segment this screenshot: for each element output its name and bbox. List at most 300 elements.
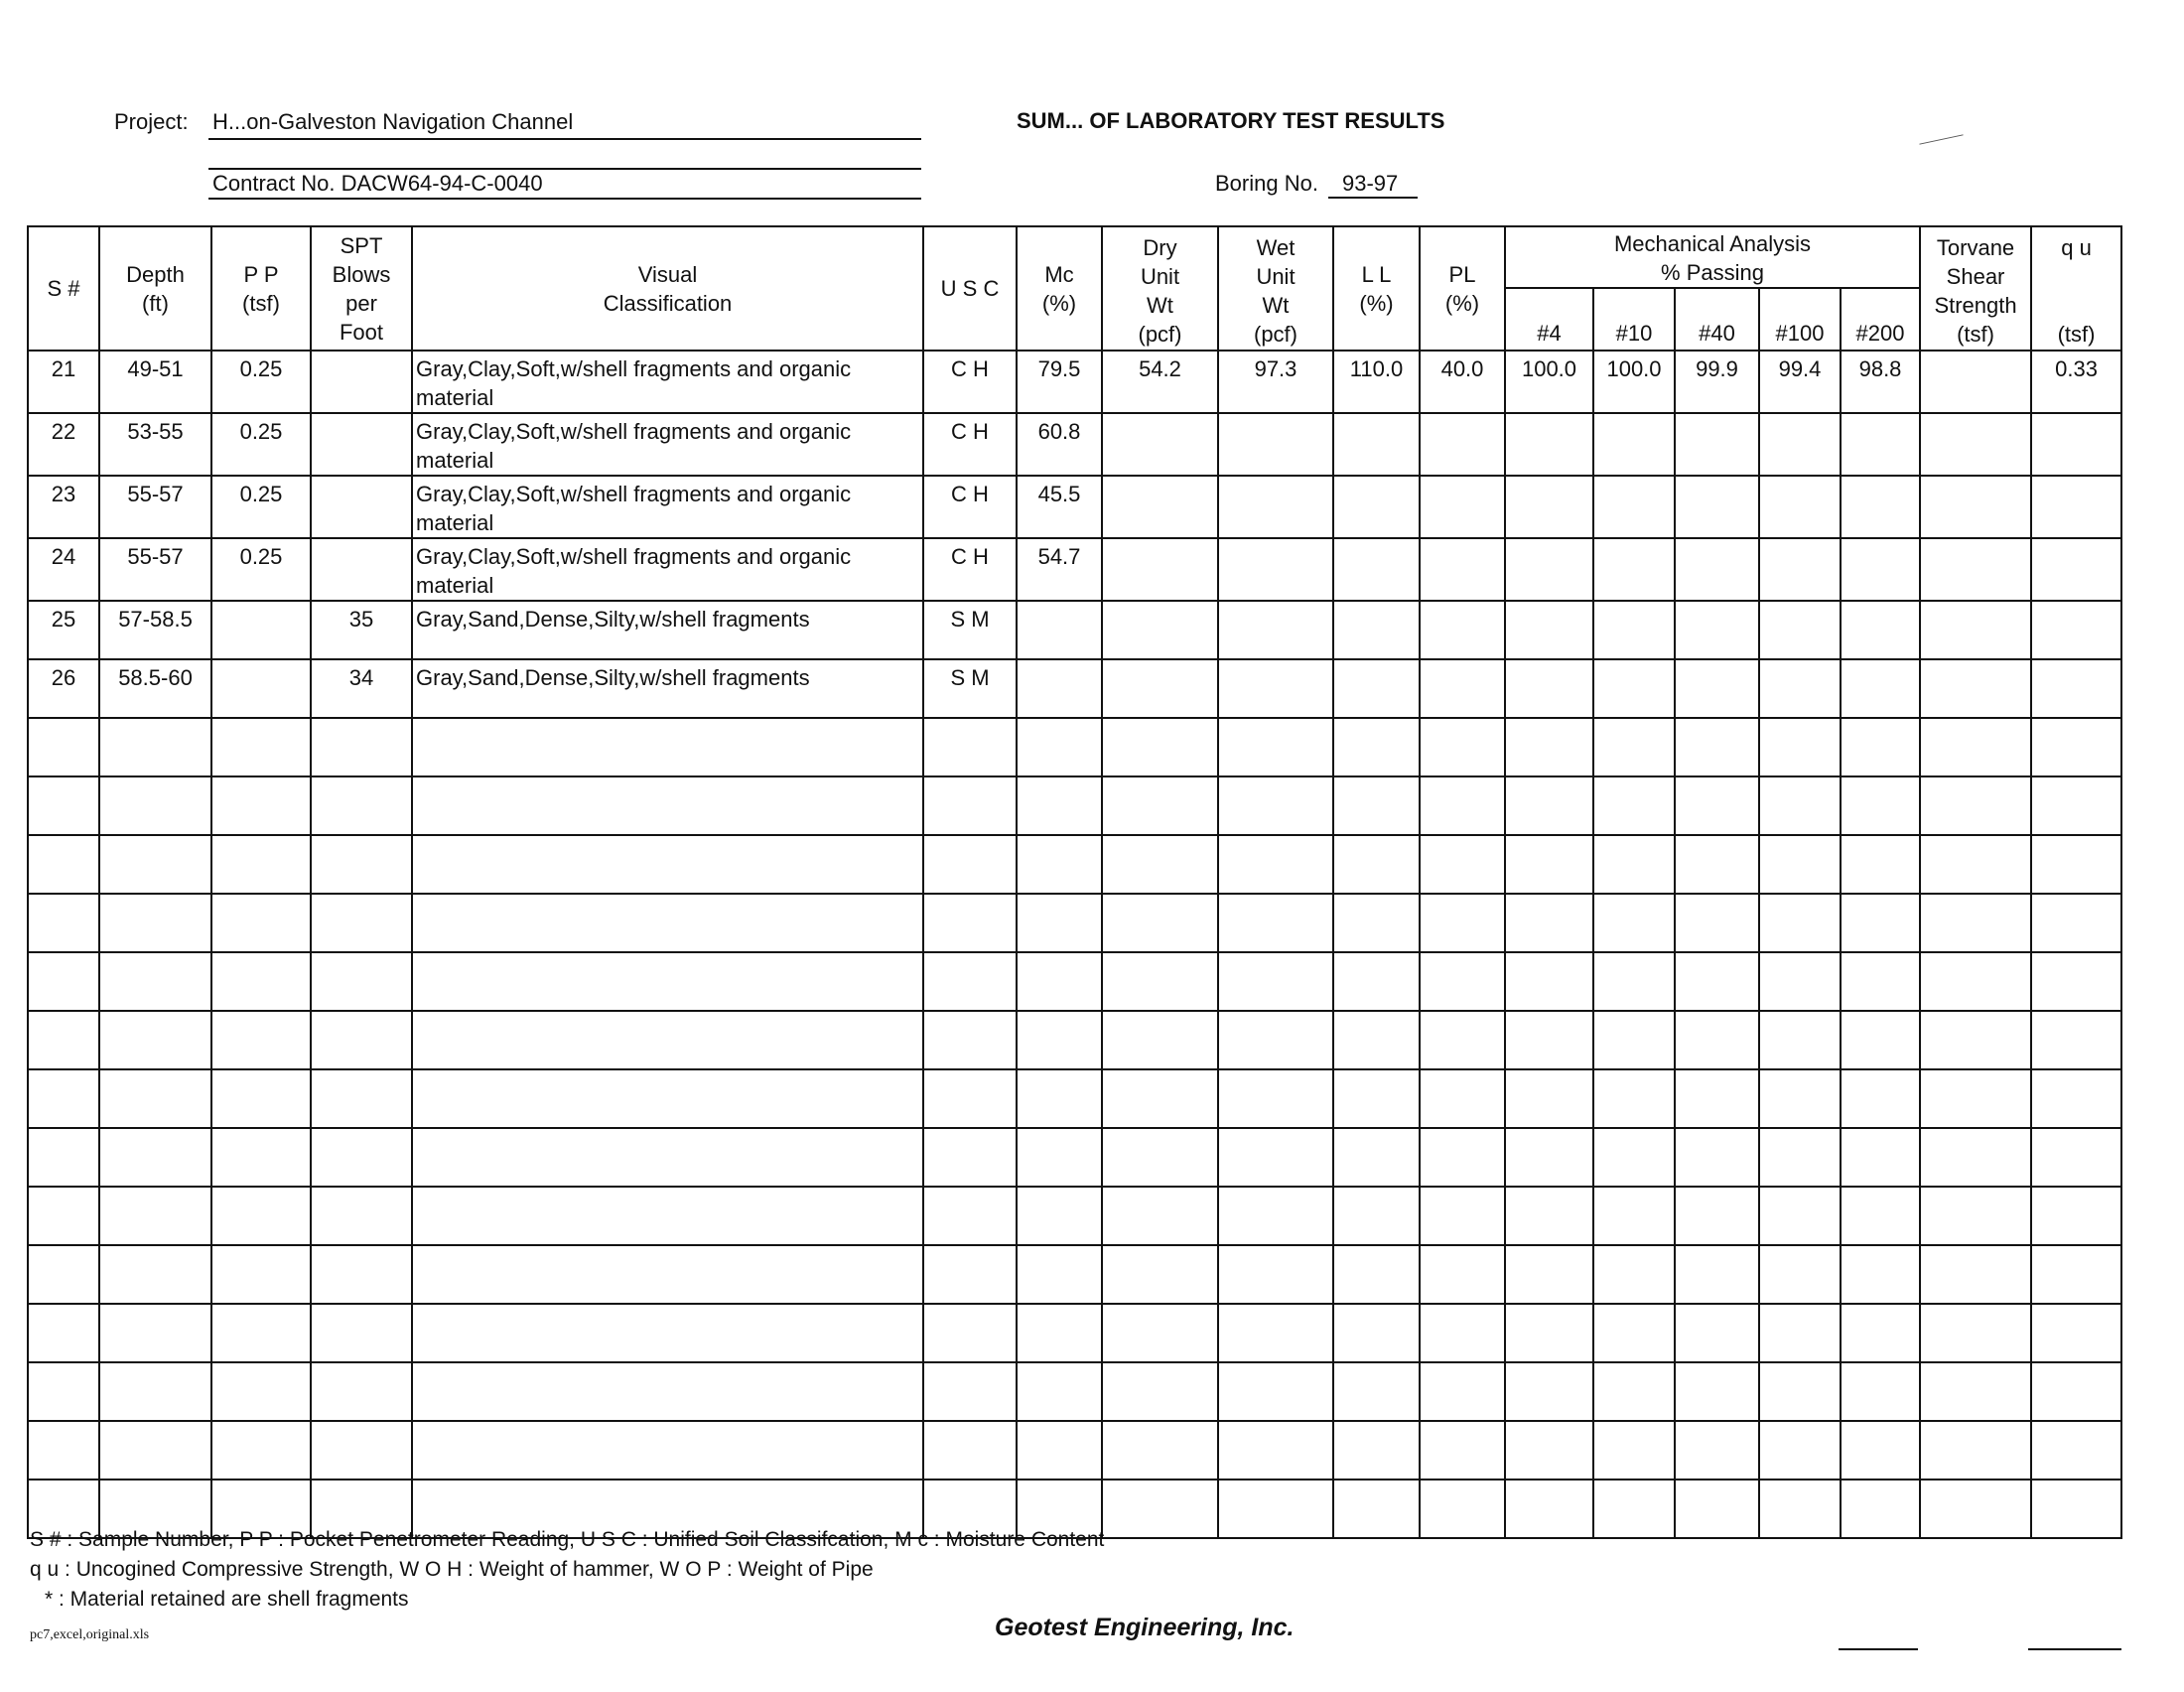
cell-sieve-4 (1505, 1245, 1593, 1304)
empty-table-row (28, 718, 2121, 776)
cell-torvane-shear (1920, 1128, 2031, 1187)
cell-sample-number: 25 (28, 601, 99, 659)
table-row (28, 601, 2121, 659)
cell-dry-unit-weight (1102, 1421, 1218, 1480)
cell-pocket-penetrometer: 0.25 (211, 476, 311, 538)
cell-dry-unit-weight (1102, 718, 1218, 776)
header-row (28, 226, 2121, 288)
cell-dry-unit-weight (1102, 476, 1218, 538)
empty-table-row (28, 1011, 2121, 1069)
cell-sieve-200 (1841, 601, 1920, 659)
cell-qu (2031, 1421, 2121, 1480)
table-row (28, 538, 2121, 601)
cell-sieve-100 (1759, 1245, 1841, 1304)
cell-sieve-40 (1675, 894, 1759, 952)
cell-spt-blows (311, 776, 412, 835)
cell-spt-blows (311, 894, 412, 952)
cell-spt-blows (311, 413, 412, 476)
cell-torvane-shear (1920, 351, 2031, 413)
cell-sample-number (28, 1421, 99, 1480)
cell-sieve-100 (1759, 835, 1841, 894)
cell-dry-unit-weight: 54.2 (1102, 351, 1218, 413)
cell-wet-unit-weight (1218, 835, 1333, 894)
cell-moisture-content (1017, 718, 1102, 776)
cell-spt-blows (311, 1421, 412, 1480)
cell-sieve-100 (1759, 538, 1841, 601)
cell-pocket-penetrometer: 0.25 (211, 351, 311, 413)
cell-sieve-200 (1841, 413, 1920, 476)
cell-sample-number (28, 1245, 99, 1304)
col-sieve-4: #4 (1505, 288, 1593, 351)
cell-qu (2031, 659, 2121, 718)
cell-torvane-shear (1920, 413, 2031, 476)
col-qu: q u (tsf) (2031, 226, 2121, 351)
cell-sieve-10: 100.0 (1593, 351, 1675, 413)
cell-torvane-shear (1920, 1245, 2031, 1304)
cell-visual-classification (412, 1362, 923, 1421)
cell-sieve-200 (1841, 1069, 1920, 1128)
cell-wet-unit-weight (1218, 659, 1333, 718)
cell-plastic-limit (1420, 718, 1505, 776)
col-torvane-shear: Torvane Shear Strength (tsf) (1920, 226, 2031, 351)
contract-number: Contract No. DACW64-94-C-0040 (212, 171, 543, 196)
cell-pocket-penetrometer (211, 776, 311, 835)
cell-usc: C H (923, 413, 1017, 476)
cell-dry-unit-weight (1102, 835, 1218, 894)
cell-pocket-penetrometer (211, 1304, 311, 1362)
cell-sieve-4 (1505, 1421, 1593, 1480)
cell-sieve-40 (1675, 1128, 1759, 1187)
cell-liquid-limit (1333, 1011, 1420, 1069)
cell-liquid-limit (1333, 1187, 1420, 1245)
cell-sieve-40 (1675, 1187, 1759, 1245)
cell-wet-unit-weight (1218, 601, 1333, 659)
cell-torvane-shear (1920, 1480, 2031, 1538)
cell-pocket-penetrometer (211, 894, 311, 952)
cell-depth: 58.5-60 (99, 659, 211, 718)
cell-sieve-200 (1841, 1304, 1920, 1362)
cell-plastic-limit (1420, 1187, 1505, 1245)
cell-usc: C H (923, 351, 1017, 413)
cell-visual-classification: Gray,Clay,Soft,w/shell fragments and organic material (412, 413, 923, 476)
cell-spt-blows (311, 1304, 412, 1362)
cell-moisture-content: 60.8 (1017, 413, 1102, 476)
cell-dry-unit-weight (1102, 1480, 1218, 1538)
cell-sieve-200 (1841, 476, 1920, 538)
cell-dry-unit-weight (1102, 1011, 1218, 1069)
cell-torvane-shear (1920, 1362, 2031, 1421)
cell-moisture-content (1017, 1128, 1102, 1187)
cell-visual-classification (412, 1011, 923, 1069)
cell-moisture-content (1017, 1362, 1102, 1421)
cell-qu (2031, 413, 2121, 476)
col-sample-number: S # (28, 226, 99, 351)
table-body (28, 351, 2121, 1538)
cell-pocket-penetrometer (211, 601, 311, 659)
cell-wet-unit-weight (1218, 476, 1333, 538)
cell-liquid-limit (1333, 601, 1420, 659)
cell-sieve-40 (1675, 1069, 1759, 1128)
empty-table-row (28, 1362, 2121, 1421)
cell-sieve-10 (1593, 718, 1675, 776)
project-underline (208, 138, 921, 140)
company-name: Geotest Engineering, Inc. (995, 1614, 1295, 1641)
cell-dry-unit-weight (1102, 1304, 1218, 1362)
cell-sieve-200 (1841, 1421, 1920, 1480)
cell-pocket-penetrometer (211, 1187, 311, 1245)
cell-visual-classification (412, 1421, 923, 1480)
col-mechanical-analysis: Mechanical Analysis % Passing (1505, 226, 1920, 288)
cell-pocket-penetrometer (211, 1011, 311, 1069)
cell-sieve-100 (1759, 601, 1841, 659)
cell-liquid-limit (1333, 476, 1420, 538)
cell-visual-classification (412, 1069, 923, 1128)
cell-usc: C H (923, 476, 1017, 538)
cell-liquid-limit (1333, 1304, 1420, 1362)
empty-table-row (28, 1128, 2121, 1187)
cell-depth: 55-57 (99, 476, 211, 538)
cell-sieve-40 (1675, 538, 1759, 601)
cell-sieve-40: 99.9 (1675, 351, 1759, 413)
cell-dry-unit-weight (1102, 952, 1218, 1011)
cell-dry-unit-weight (1102, 601, 1218, 659)
legend-line-1: S # : Sample Number, P P : Pocket Penetrometer Reading, U S C : Unified Soil Classifcation, M c : Moisture Content (30, 1528, 1105, 1551)
empty-table-row (28, 952, 2121, 1011)
cell-usc (923, 1304, 1017, 1362)
cell-sieve-40 (1675, 835, 1759, 894)
cell-pocket-penetrometer: 0.25 (211, 413, 311, 476)
cell-plastic-limit (1420, 894, 1505, 952)
cell-moisture-content (1017, 1304, 1102, 1362)
cell-qu (2031, 776, 2121, 835)
cell-usc: C H (923, 538, 1017, 601)
cell-wet-unit-weight (1218, 1421, 1333, 1480)
cell-qu (2031, 1304, 2121, 1362)
cell-wet-unit-weight (1218, 1304, 1333, 1362)
cell-liquid-limit (1333, 1069, 1420, 1128)
cell-usc (923, 1245, 1017, 1304)
cell-sieve-10 (1593, 1069, 1675, 1128)
cell-sample-number (28, 835, 99, 894)
cell-wet-unit-weight (1218, 952, 1333, 1011)
table-row (28, 476, 2121, 538)
cell-depth (99, 1069, 211, 1128)
cell-torvane-shear (1920, 1187, 2031, 1245)
cell-sieve-40 (1675, 1421, 1759, 1480)
cell-wet-unit-weight (1218, 1187, 1333, 1245)
cell-spt-blows (311, 952, 412, 1011)
cell-liquid-limit (1333, 1245, 1420, 1304)
cell-spt-blows (311, 1187, 412, 1245)
cell-sieve-10 (1593, 538, 1675, 601)
cell-sample-number: 21 (28, 351, 99, 413)
cell-qu (2031, 835, 2121, 894)
cell-qu (2031, 718, 2121, 776)
cell-sieve-40 (1675, 718, 1759, 776)
col-dry-unit-weight: Dry Unit Wt (pcf) (1102, 226, 1218, 351)
cell-spt-blows (311, 351, 412, 413)
cell-dry-unit-weight (1102, 894, 1218, 952)
boring-underline (1328, 197, 1418, 199)
cell-dry-unit-weight (1102, 1128, 1218, 1187)
cell-plastic-limit (1420, 1480, 1505, 1538)
cell-sieve-200 (1841, 1362, 1920, 1421)
cell-dry-unit-weight (1102, 538, 1218, 601)
cell-sieve-4 (1505, 718, 1593, 776)
cell-sieve-40 (1675, 1011, 1759, 1069)
cell-sieve-4 (1505, 1304, 1593, 1362)
col-usc: U S C (923, 226, 1017, 351)
cell-torvane-shear (1920, 835, 2031, 894)
cell-depth (99, 835, 211, 894)
cell-sieve-10 (1593, 1362, 1675, 1421)
cell-sieve-10 (1593, 894, 1675, 952)
cell-usc (923, 1128, 1017, 1187)
cell-sieve-200 (1841, 1011, 1920, 1069)
col-sieve-100: #100 (1759, 288, 1841, 351)
cell-plastic-limit (1420, 1362, 1505, 1421)
cell-torvane-shear (1920, 1421, 2031, 1480)
cell-visual-classification (412, 1187, 923, 1245)
cell-sieve-100 (1759, 718, 1841, 776)
cell-moisture-content (1017, 1187, 1102, 1245)
cell-plastic-limit (1420, 835, 1505, 894)
cell-plastic-limit (1420, 538, 1505, 601)
cell-qu (2031, 952, 2121, 1011)
cell-spt-blows (311, 1245, 412, 1304)
col-depth: Depth (ft) (99, 226, 211, 351)
cell-liquid-limit (1333, 835, 1420, 894)
cell-liquid-limit (1333, 776, 1420, 835)
cell-qu: 0.33 (2031, 351, 2121, 413)
cell-wet-unit-weight (1218, 718, 1333, 776)
cell-pocket-penetrometer (211, 1128, 311, 1187)
cell-sieve-100 (1759, 1011, 1841, 1069)
cell-sieve-4 (1505, 1480, 1593, 1538)
cell-liquid-limit (1333, 718, 1420, 776)
cell-sieve-4 (1505, 1187, 1593, 1245)
cell-visual-classification (412, 776, 923, 835)
cell-sieve-4: 100.0 (1505, 351, 1593, 413)
cell-sieve-10 (1593, 413, 1675, 476)
cell-sieve-40 (1675, 1304, 1759, 1362)
cell-sieve-200: 98.8 (1841, 351, 1920, 413)
cell-usc (923, 1362, 1017, 1421)
cell-wet-unit-weight (1218, 538, 1333, 601)
cell-sieve-10 (1593, 835, 1675, 894)
table-row (28, 351, 2121, 413)
boring-number: 93-97 (1342, 171, 1399, 196)
contract-box-top (208, 168, 921, 170)
cell-sieve-10 (1593, 1128, 1675, 1187)
cell-qu (2031, 894, 2121, 952)
cell-wet-unit-weight (1218, 894, 1333, 952)
cell-wet-unit-weight (1218, 1128, 1333, 1187)
cell-depth (99, 1011, 211, 1069)
cell-spt-blows: 35 (311, 601, 412, 659)
cell-usc: S M (923, 601, 1017, 659)
cell-torvane-shear (1920, 776, 2031, 835)
cell-wet-unit-weight: 97.3 (1218, 351, 1333, 413)
cell-sieve-100 (1759, 952, 1841, 1011)
cell-visual-classification: Gray,Sand,Dense,Silty,w/shell fragments (412, 659, 923, 718)
legend-line-3: * : Material retained are shell fragments (45, 1588, 409, 1611)
cell-usc (923, 718, 1017, 776)
cell-torvane-shear (1920, 718, 2031, 776)
cell-liquid-limit (1333, 538, 1420, 601)
cell-qu (2031, 1480, 2121, 1538)
cell-sample-number (28, 894, 99, 952)
cell-spt-blows (311, 538, 412, 601)
cell-qu (2031, 1128, 2121, 1187)
cell-torvane-shear (1920, 601, 2031, 659)
cell-dry-unit-weight (1102, 659, 1218, 718)
col-wet-unit-weight: Wet Unit Wt (pcf) (1218, 226, 1333, 351)
cell-torvane-shear (1920, 1011, 2031, 1069)
cell-torvane-shear (1920, 1304, 2031, 1362)
cell-usc (923, 1069, 1017, 1128)
cell-moisture-content (1017, 1011, 1102, 1069)
cell-sieve-10 (1593, 1480, 1675, 1538)
cell-visual-classification (412, 1128, 923, 1187)
cell-sieve-100 (1759, 476, 1841, 538)
cell-sieve-100 (1759, 659, 1841, 718)
cell-sieve-100 (1759, 1362, 1841, 1421)
cell-moisture-content (1017, 894, 1102, 952)
cell-sieve-200 (1841, 1128, 1920, 1187)
cell-pocket-penetrometer (211, 1245, 311, 1304)
cell-spt-blows (311, 1128, 412, 1187)
legend-line-2: q u : Uncogined Compressive Strength, W O H : Weight of hammer, W O P : Weight of Pipe (30, 1558, 874, 1581)
cell-sieve-4 (1505, 413, 1593, 476)
cell-spt-blows (311, 476, 412, 538)
cell-usc (923, 835, 1017, 894)
cell-sieve-200 (1841, 776, 1920, 835)
cell-sample-number (28, 1069, 99, 1128)
cell-sieve-40 (1675, 476, 1759, 538)
cell-depth (99, 1245, 211, 1304)
cell-usc (923, 776, 1017, 835)
cell-plastic-limit (1420, 476, 1505, 538)
cell-spt-blows (311, 835, 412, 894)
cell-sieve-40 (1675, 1362, 1759, 1421)
cell-torvane-shear (1920, 476, 2031, 538)
cell-torvane-shear (1920, 952, 2031, 1011)
pencil-mark (1919, 134, 1963, 144)
empty-table-row (28, 776, 2121, 835)
cell-pocket-penetrometer (211, 952, 311, 1011)
cell-wet-unit-weight (1218, 1011, 1333, 1069)
cell-torvane-shear (1920, 894, 2031, 952)
cell-plastic-limit (1420, 601, 1505, 659)
cell-plastic-limit (1420, 1245, 1505, 1304)
cell-plastic-limit (1420, 659, 1505, 718)
report-title: SUM... OF LABORATORY TEST RESULTS (1017, 108, 1445, 133)
cell-plastic-limit (1420, 952, 1505, 1011)
cell-usc (923, 894, 1017, 952)
cell-torvane-shear (1920, 659, 2031, 718)
cell-sample-number (28, 776, 99, 835)
cell-pocket-penetrometer (211, 1069, 311, 1128)
cell-moisture-content: 79.5 (1017, 351, 1102, 413)
cell-liquid-limit (1333, 1421, 1420, 1480)
cell-pocket-penetrometer (211, 659, 311, 718)
cell-qu (2031, 476, 2121, 538)
cell-plastic-limit (1420, 413, 1505, 476)
col-pocket-penetrometer: P P (tsf) (211, 226, 311, 351)
cell-sieve-10 (1593, 1011, 1675, 1069)
cell-sieve-200 (1841, 952, 1920, 1011)
cell-depth (99, 1187, 211, 1245)
cell-sieve-40 (1675, 952, 1759, 1011)
cell-usc: S M (923, 659, 1017, 718)
cell-sieve-4 (1505, 476, 1593, 538)
cell-sieve-10 (1593, 601, 1675, 659)
cell-wet-unit-weight (1218, 1245, 1333, 1304)
cell-spt-blows: 34 (311, 659, 412, 718)
cell-qu (2031, 1245, 2121, 1304)
cell-spt-blows (311, 1011, 412, 1069)
cell-depth (99, 718, 211, 776)
col-moisture-content: Mc (%) (1017, 226, 1102, 351)
cell-moisture-content (1017, 776, 1102, 835)
cell-qu (2031, 601, 2121, 659)
col-spt-blows: SPT Blows per Foot (311, 226, 412, 351)
project-label: Project: (114, 109, 189, 134)
file-reference: pc7,excel,original.xls (30, 1627, 150, 1642)
cell-sieve-4 (1505, 659, 1593, 718)
empty-table-row (28, 835, 2121, 894)
cell-sieve-200 (1841, 894, 1920, 952)
contract-underline (208, 198, 921, 200)
cell-sample-number (28, 1187, 99, 1245)
cell-usc (923, 1187, 1017, 1245)
col-sieve-200: #200 (1841, 288, 1920, 351)
signature-line-1 (1839, 1648, 1918, 1650)
empty-table-row (28, 1304, 2121, 1362)
cell-sieve-4 (1505, 538, 1593, 601)
cell-sieve-100: 99.4 (1759, 351, 1841, 413)
cell-sieve-40 (1675, 776, 1759, 835)
cell-moisture-content (1017, 1069, 1102, 1128)
col-sieve-40: #40 (1675, 288, 1759, 351)
col-sieve-10: #10 (1593, 288, 1675, 351)
cell-dry-unit-weight (1102, 1187, 1218, 1245)
cell-depth (99, 1362, 211, 1421)
cell-qu (2031, 538, 2121, 601)
cell-moisture-content (1017, 1245, 1102, 1304)
cell-sample-number: 22 (28, 413, 99, 476)
cell-sieve-10 (1593, 659, 1675, 718)
cell-sieve-10 (1593, 776, 1675, 835)
cell-sieve-100 (1759, 776, 1841, 835)
cell-wet-unit-weight (1218, 413, 1333, 476)
cell-plastic-limit (1420, 776, 1505, 835)
cell-sieve-4 (1505, 835, 1593, 894)
cell-visual-classification (412, 835, 923, 894)
cell-depth (99, 776, 211, 835)
cell-dry-unit-weight (1102, 1069, 1218, 1128)
cell-depth (99, 952, 211, 1011)
cell-depth (99, 1421, 211, 1480)
cell-depth: 49-51 (99, 351, 211, 413)
table-row (28, 413, 2121, 476)
cell-sieve-200 (1841, 1245, 1920, 1304)
cell-sieve-10 (1593, 476, 1675, 538)
cell-sample-number (28, 952, 99, 1011)
cell-sample-number (28, 718, 99, 776)
cell-sieve-200 (1841, 659, 1920, 718)
